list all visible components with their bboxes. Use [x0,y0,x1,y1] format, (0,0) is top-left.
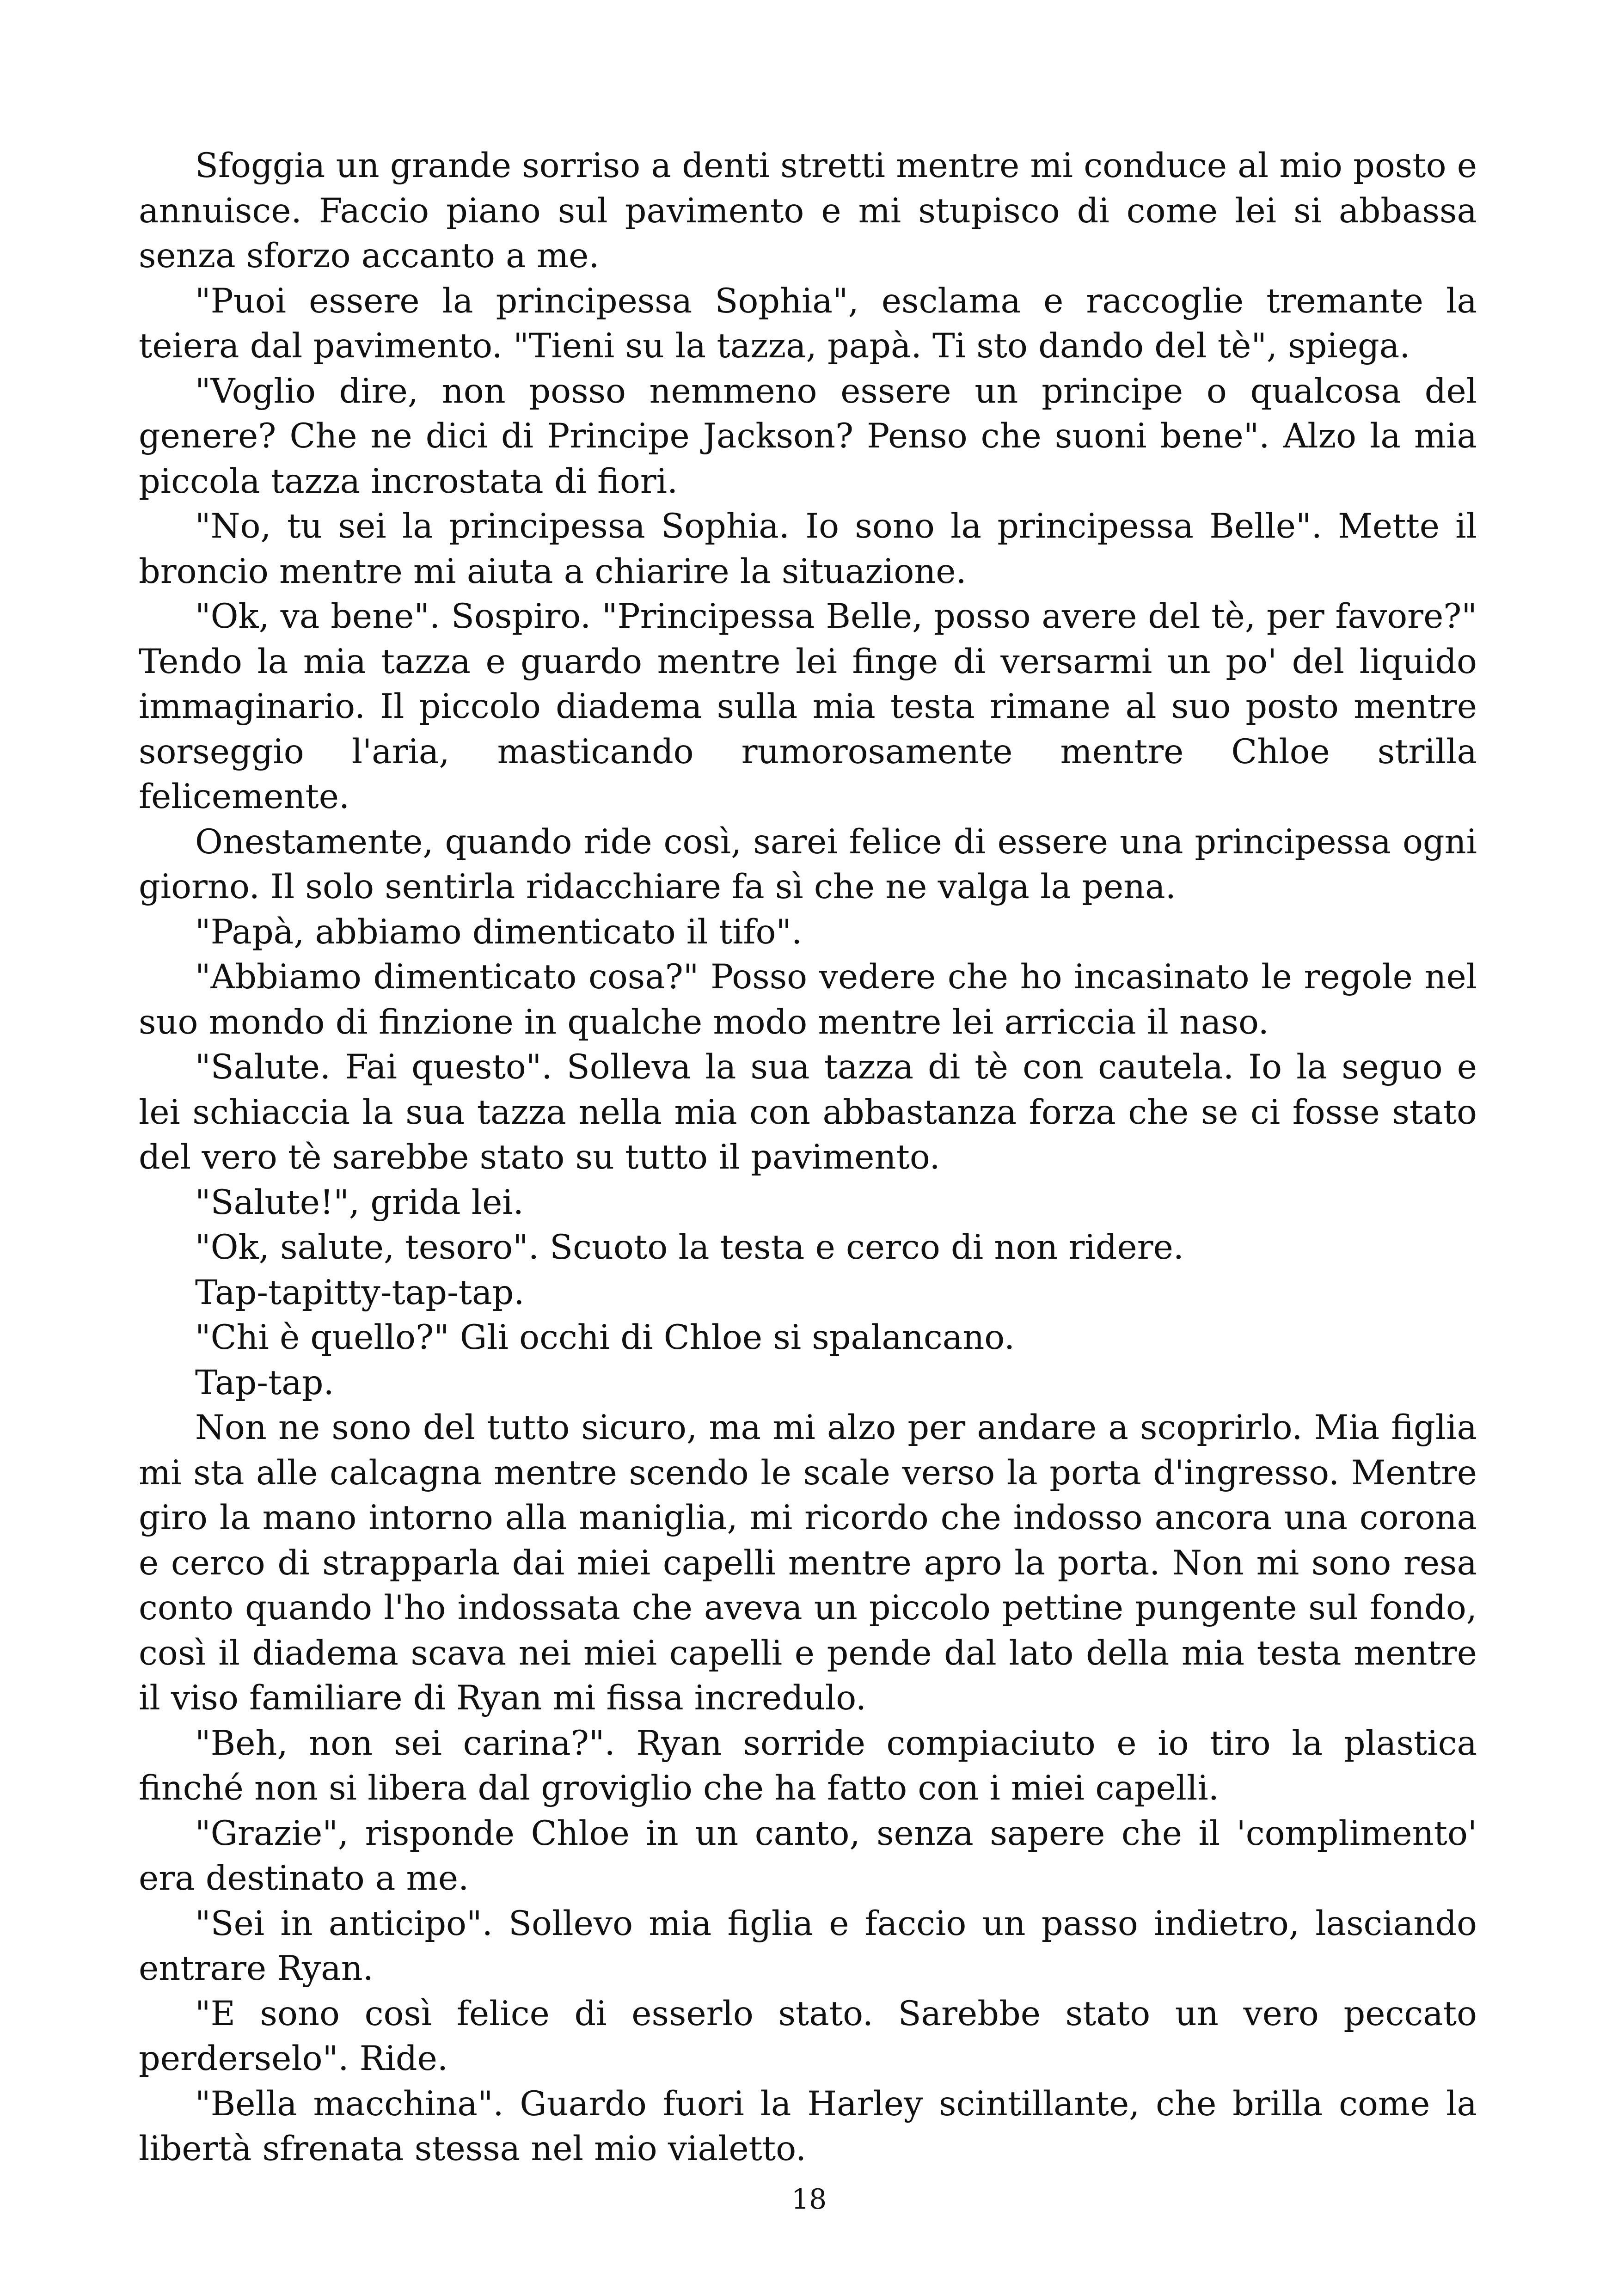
paragraph: Onestamente, quando ride così, sarei felice di essere una principessa ogni giorno. Il solo sentirla ridacchiare fa sì che ne valga la pena. [139,822,1477,906]
paragraph: "Puoi essere la principessa Sophia", esclama e raccoglie tremante la teiera dal pavimento. "Tieni su la tazza, papà. Ti sto dando del tè", spiega. [139,281,1477,366]
paragraph: "Voglio dire, non posso nemmeno essere un principe o qualcosa del genere? Che ne dici di Principe Jackson? Penso che suoni bene". Alzo la mia piccola tazza incrostata di fiori. [139,371,1477,501]
paragraph: "Grazie", risponde Chloe in un canto, senza sapere che il 'complimento' era destinato a me. [139,1813,1477,1898]
paragraph: Sfoggia un grande sorriso a denti stretti mentre mi conduce al mio posto e annuisce. Faccio piano sul pavimento e mi stupisco di come lei si abbassa senza sforzo accanto a me. [139,146,1477,276]
paragraph: "Chi è quello?" Gli occhi di Chloe si spalancano. [195,1318,1015,1357]
paragraph: "No, tu sei la principessa Sophia. Io sono la principessa Belle". Mette il broncio mentre mi aiuta a chiarire la situazione. [139,507,1477,591]
paragraph: "Salute!", grida lei. [195,1182,524,1222]
paragraph: "Sei in anticipo". Sollevo mia figlia e faccio un passo indietro, lasciando entrare Ryan. [139,1904,1477,1988]
paragraph: Non ne sono del tutto sicuro, ma mi alzo per andare a scoprirlo. Mia figlia mi sta alle calcagna mentre scendo le scale verso la porta d'ingresso. Mentre giro la mano intorno alla maniglia, mi ricordo che indosso ancora una corona e cerco di strapparla dai miei capelli mentre apro la porta. Non mi sono resa conto quando l'ho indossata che aveva un piccolo pettine pungente sul fondo, così il diadema scava nei miei capelli e pende dal lato della mia testa mentre il viso familiare di Ryan mi fissa incredulo. [139,1408,1477,1718]
paragraph: "Beh, non sei carina?". Ryan sorride compiaciuto e io tiro la plastica finché non si libera dal groviglio che ha fatto con i miei capelli. [139,1723,1477,1808]
paragraph: Tap-tap. [195,1363,334,1402]
paragraph: "Salute. Fai questo". Solleva la sua tazza di tè con cautela. Io la seguo e lei schiaccia la sua tazza nella mia con abbastanza forza che se ci fosse stato del vero tè sarebbe stato su tutto il pavimento. [139,1047,1477,1177]
paragraph: "E sono così felice di esserlo stato. Sarebbe stato un vero peccato perderselo". Ride. [139,1994,1477,2078]
paragraph: "Ok, salute, tesoro". Scuoto la testa e cerco di non ridere. [195,1228,1184,1267]
paragraph: "Ok, va bene". Sospiro. "Principessa Belle, posso avere del tè, per favore?" Tendo la mia tazza e guardo mentre lei finge di versarmi un po' del liquido immaginario. Il piccolo diadema sulla mia testa rimane al suo posto mentre sorseggio l'aria, masticando rumorosamente mentre Chloe strilla felicemente. [139,597,1477,816]
page-body [139,143,1477,2168]
paragraph: "Abbiamo dimenticato cosa?" Posso vedere che ho incasinato le regole nel suo mondo di finzione in qualche modo mentre lei arriccia il naso. [139,957,1477,1042]
paragraph: "Papà, abbiamo dimenticato il tifo". [195,912,803,952]
page-number: 18 [791,2183,827,2216]
paragraph: "Bella macchina". Guardo fuori la Harley scintillante, che brilla come la libertà sfrenata stessa nel mio vialetto. [139,2084,1477,2168]
paragraph: Tap-tapitty-tap-tap. [195,1273,525,1312]
